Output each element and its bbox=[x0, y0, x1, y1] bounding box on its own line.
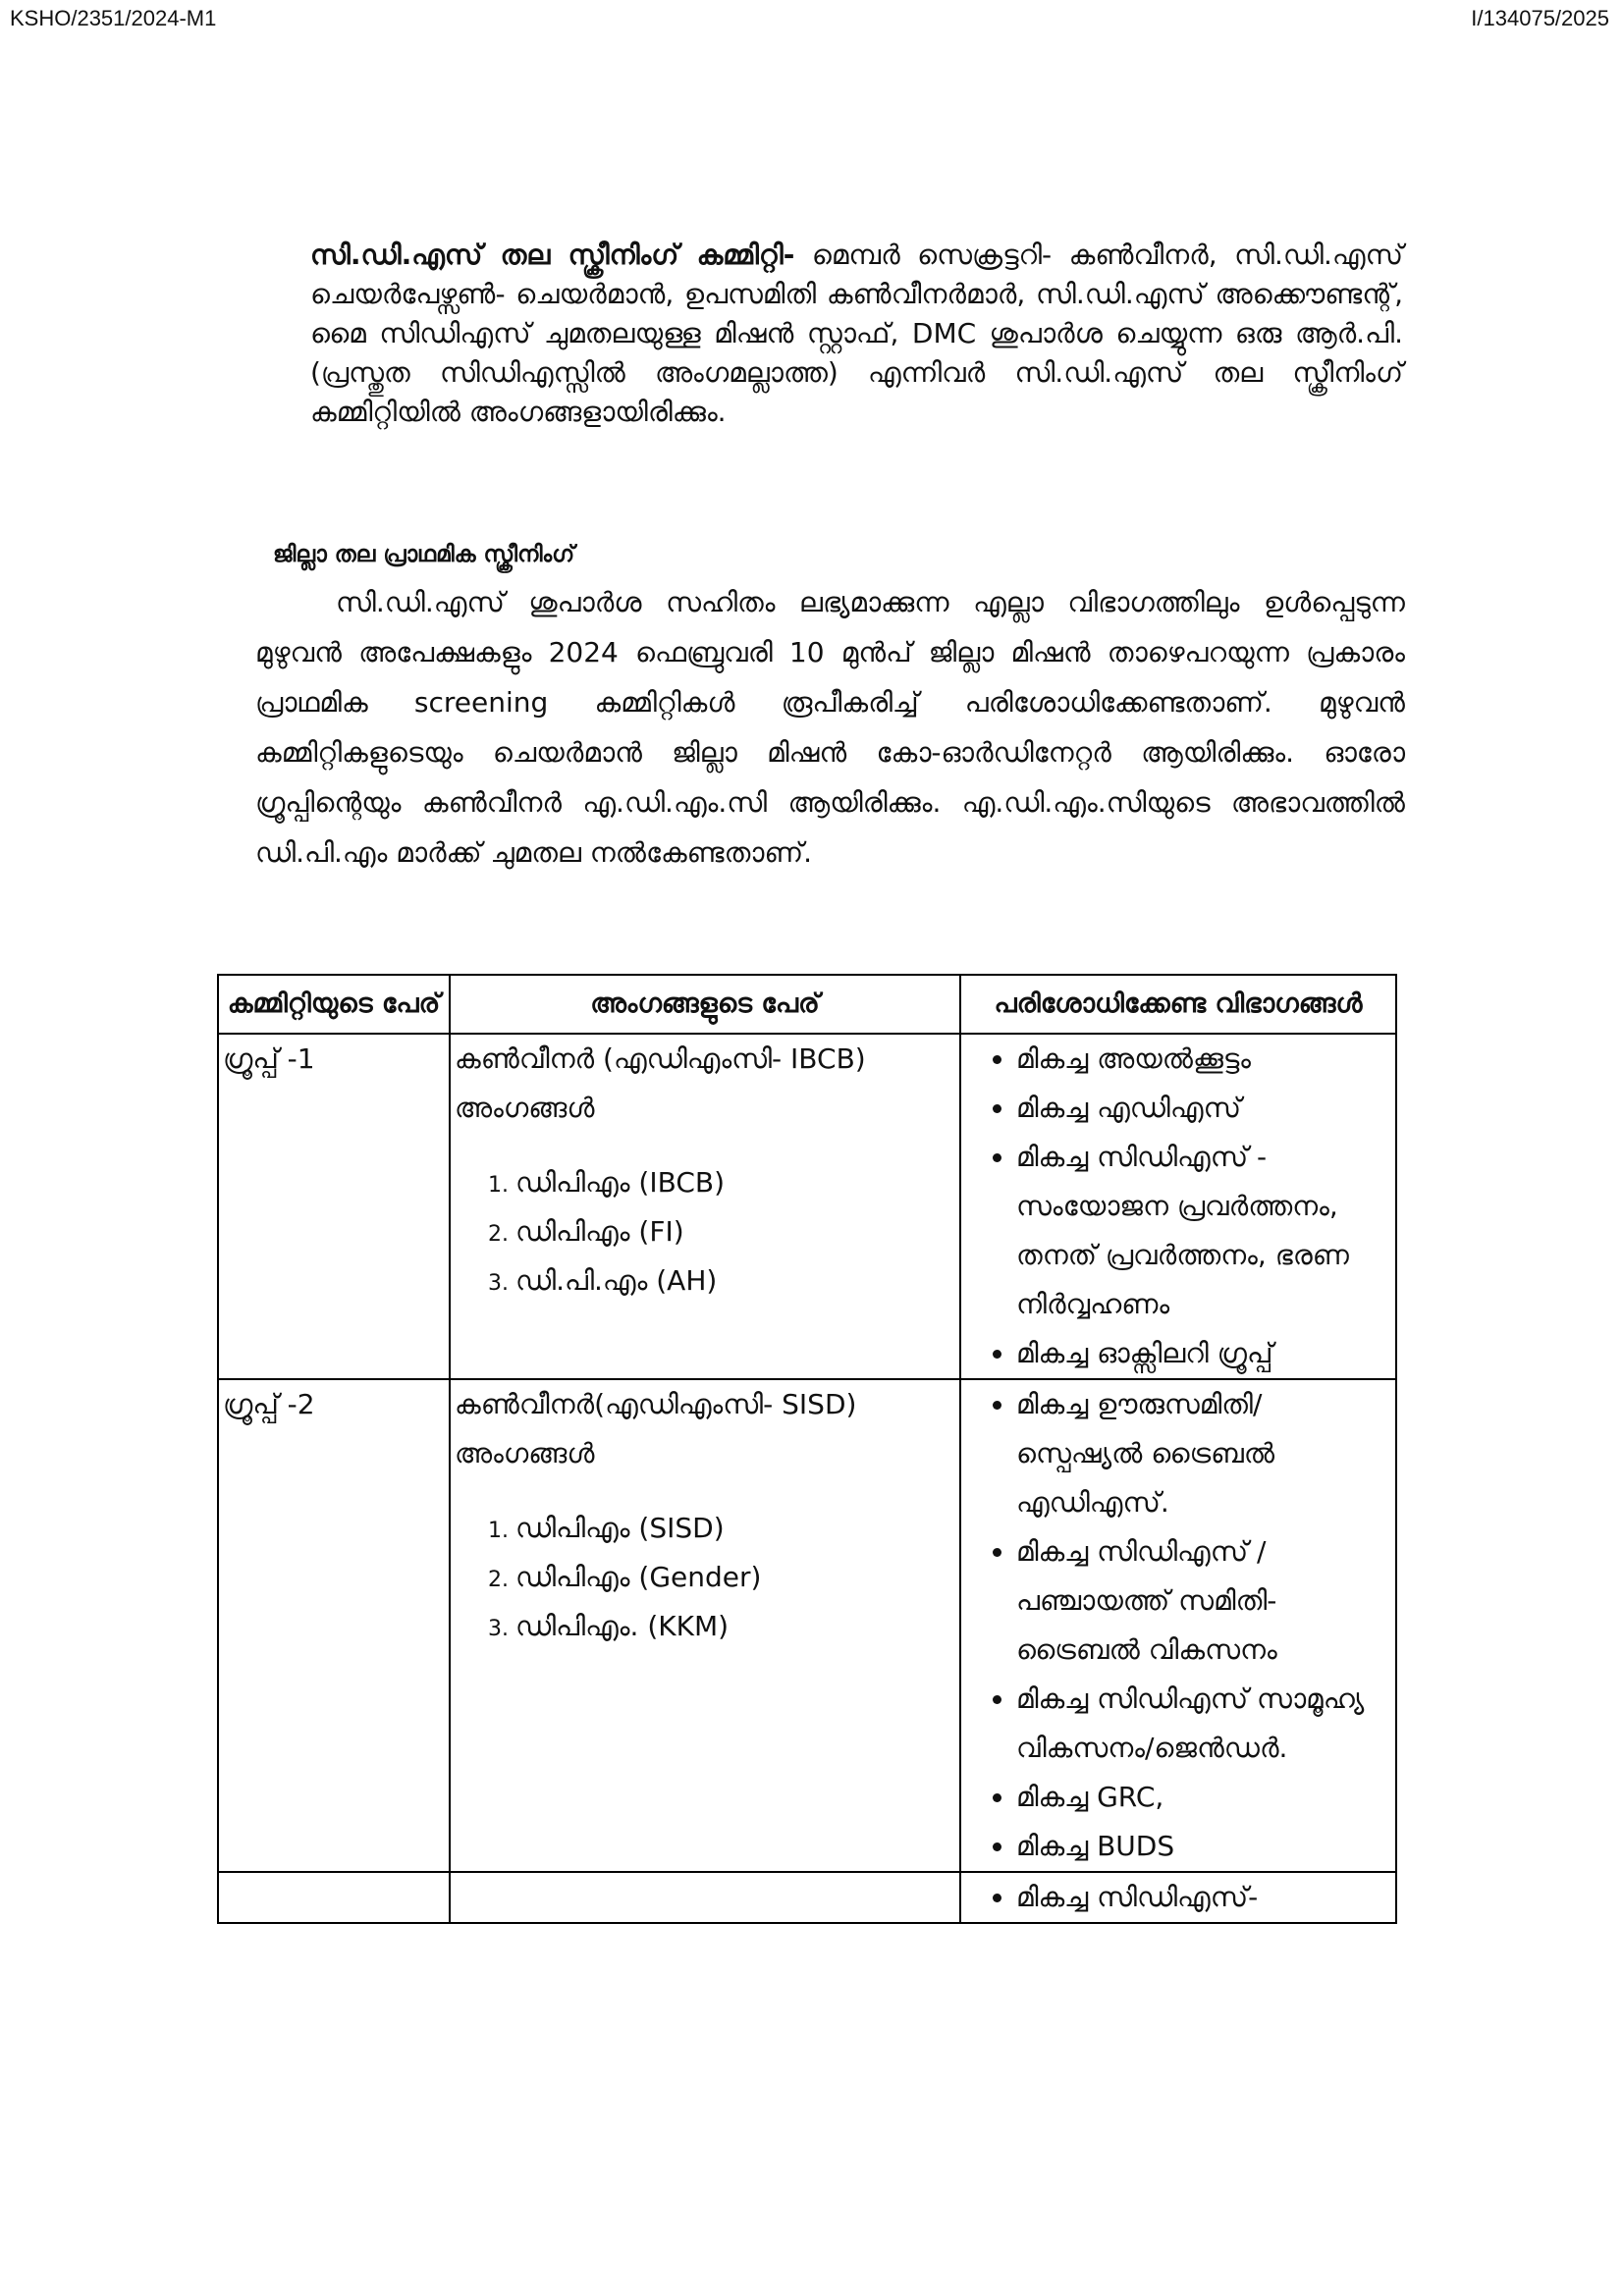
categories-list bbox=[965, 1035, 1391, 1378]
table-row bbox=[218, 1872, 1396, 1923]
group-members-cell bbox=[450, 1379, 960, 1872]
list-item: 3. ഡിപിഎം. (KKM) bbox=[515, 1602, 955, 1651]
group-name bbox=[218, 1872, 450, 1923]
cds-screening-body: മെമ്പർ സെക്രട്ടറി- കൺവീനർ, സി.ഡി.എസ് ചെയർപേഴ്സൺ- ചെയർമാൻ, ഉപസമിതി കൺവീനർമാർ, സി.ഡി.എസ് അക്കൌണ്ടന്റ്, മൈ സിഡിഎസ് ചുമതലയുള്ള മിഷൻ സ്റ്റാഫ്, DMC ശുപാർശ ചെയ്യുന്ന ഒരു ആർ.പി. (പ്രസ്തുത സിഡിഎസ്സിൽ അംഗമല്ലാത്ത) എന്നിവർ സി.ഡി.എസ് തല സ്ക്രീനിംഗ് കമ്മിറ്റിയിൽ അംഗങ്ങളായിരിക്കും. bbox=[310, 239, 1404, 428]
table-row bbox=[218, 1379, 1396, 1872]
group-categories-cell bbox=[960, 1034, 1396, 1379]
district-screening-heading: ജില്ലാ തല പ്രാഥമിക സ്ക്രീനിംഗ് bbox=[273, 542, 575, 567]
members-list bbox=[455, 1158, 955, 1306]
group-members-cell bbox=[450, 1034, 960, 1379]
committee-table bbox=[217, 974, 1397, 1924]
cds-screening-paragraph bbox=[310, 236, 1403, 432]
members-label: അംഗങ്ങൾ bbox=[455, 1437, 595, 1469]
list-item: 2. ഡിപിഎം (FI) bbox=[515, 1207, 955, 1256]
table-header-row bbox=[218, 975, 1396, 1034]
convener: കൺവീനർ(എഡിഎംസി- SISD) bbox=[455, 1388, 857, 1420]
list-item: 2. ഡിപിഎം (Gender) bbox=[515, 1553, 955, 1602]
group-name: ഗ്രൂപ്പ് -1 bbox=[218, 1034, 450, 1379]
header-members: അംഗങ്ങളുടെ പേര് bbox=[450, 975, 960, 1034]
district-screening-paragraph bbox=[255, 577, 1405, 878]
document-number: I/134075/2025 bbox=[1471, 6, 1609, 30]
list-item: • മികച്ച അയൽക്കൂട്ടം bbox=[1016, 1035, 1391, 1084]
group-categories-cell bbox=[960, 1379, 1396, 1872]
convener: കൺവീനർ (എഡിഎംസി- IBCB) bbox=[455, 1042, 866, 1075]
list-item: • മികച്ച ഊരുസമിതി/ സ്പെഷ്യൽ ട്രൈബൽ എഡിഎസ്. bbox=[1016, 1380, 1391, 1527]
header-categories: പരിശോധിക്കേണ്ട വിഭാഗങ്ങൾ bbox=[960, 975, 1396, 1034]
district-screening-body: സി.ഡി.എസ് ശുപാർശ സഹിതം ലഭ്യമാക്കുന്ന എല്ലാ വിഭാഗത്തിലും ഉൾപ്പെടുന്ന മുഴുവൻ അപേക്ഷകളും 2024 ഫെബ്രുവരി 10 മുൻപ് ജില്ലാ മിഷൻ താഴെപറയുന്ന പ്രകാരം പ്രാഥമിക screening കമ്മിറ്റികൾ രൂപീകരിച്ച് പരിശോധിക്കേണ്ടതാണ്. മുഴുവൻ കമ്മിറ്റികളുടെയും ചെയർമാൻ ജില്ലാ മിഷൻ കോ-ഓർഡിനേറ്റർ ആയിരിക്കും. ഓരോ ഗ്രൂപ്പിന്റെയും കൺവീനർ എ.ഡി.എം.സി ആയിരിക്കും. എ.ഡി.എം.സിയുടെ അഭാവത്തിൽ ഡി.പി.എം മാർക്ക് ചുമതല നൽകേണ്ടതാണ്. bbox=[255, 586, 1405, 869]
list-item: • മികച്ച BUDS bbox=[1016, 1822, 1391, 1871]
list-item: • മികച്ച GRC, bbox=[1016, 1773, 1391, 1822]
list-item: 1. ഡിപിഎം (SISD) bbox=[515, 1504, 955, 1553]
list-item: • മികച്ച സിഡിഎസ്- bbox=[1016, 1873, 1391, 1922]
group-name: ഗ്രൂപ്പ് -2 bbox=[218, 1379, 450, 1872]
list-item: • മികച്ച ഓക്സിലറി ഗ്രൂപ്പ് bbox=[1016, 1329, 1391, 1378]
list-item: 3. ഡി.പി.എം (AH) bbox=[515, 1256, 955, 1306]
table-row bbox=[218, 1034, 1396, 1379]
list-item: • മികച്ച സിഡിഎസ് /പഞ്ചായത്ത് സമിതി- ട്രൈബൽ വികസനം bbox=[1016, 1527, 1391, 1675]
file-number: KSHO/2351/2024-M1 bbox=[10, 6, 217, 30]
categories-list bbox=[965, 1380, 1391, 1871]
list-item: • മികച്ച സിഡിഎസ് - സംയോജന പ്രവർത്തനം, തനത് പ്രവർത്തനം, ഭരണ നിർവ്വഹണം bbox=[1016, 1133, 1391, 1329]
group-categories-cell bbox=[960, 1872, 1396, 1923]
list-item: 1. ഡിപിഎം (IBCB) bbox=[515, 1158, 955, 1207]
group-members-cell bbox=[450, 1872, 960, 1923]
header-committee-name: കമ്മിറ്റിയുടെ പേര് bbox=[218, 975, 450, 1034]
members-list bbox=[455, 1504, 955, 1651]
cds-screening-lead: സി.ഡി.എസ് തല സ്ക്രീനിംഗ് കമ്മിറ്റി- bbox=[310, 239, 795, 271]
list-item: • മികച്ച എഡിഎസ് bbox=[1016, 1084, 1391, 1133]
members-label: അംഗങ്ങൾ bbox=[455, 1092, 595, 1124]
list-item: • മികച്ച സിഡിഎസ് സാമൂഹ്യ വികസനം/ജെൻഡർ. bbox=[1016, 1675, 1391, 1773]
categories-list bbox=[965, 1873, 1391, 1922]
